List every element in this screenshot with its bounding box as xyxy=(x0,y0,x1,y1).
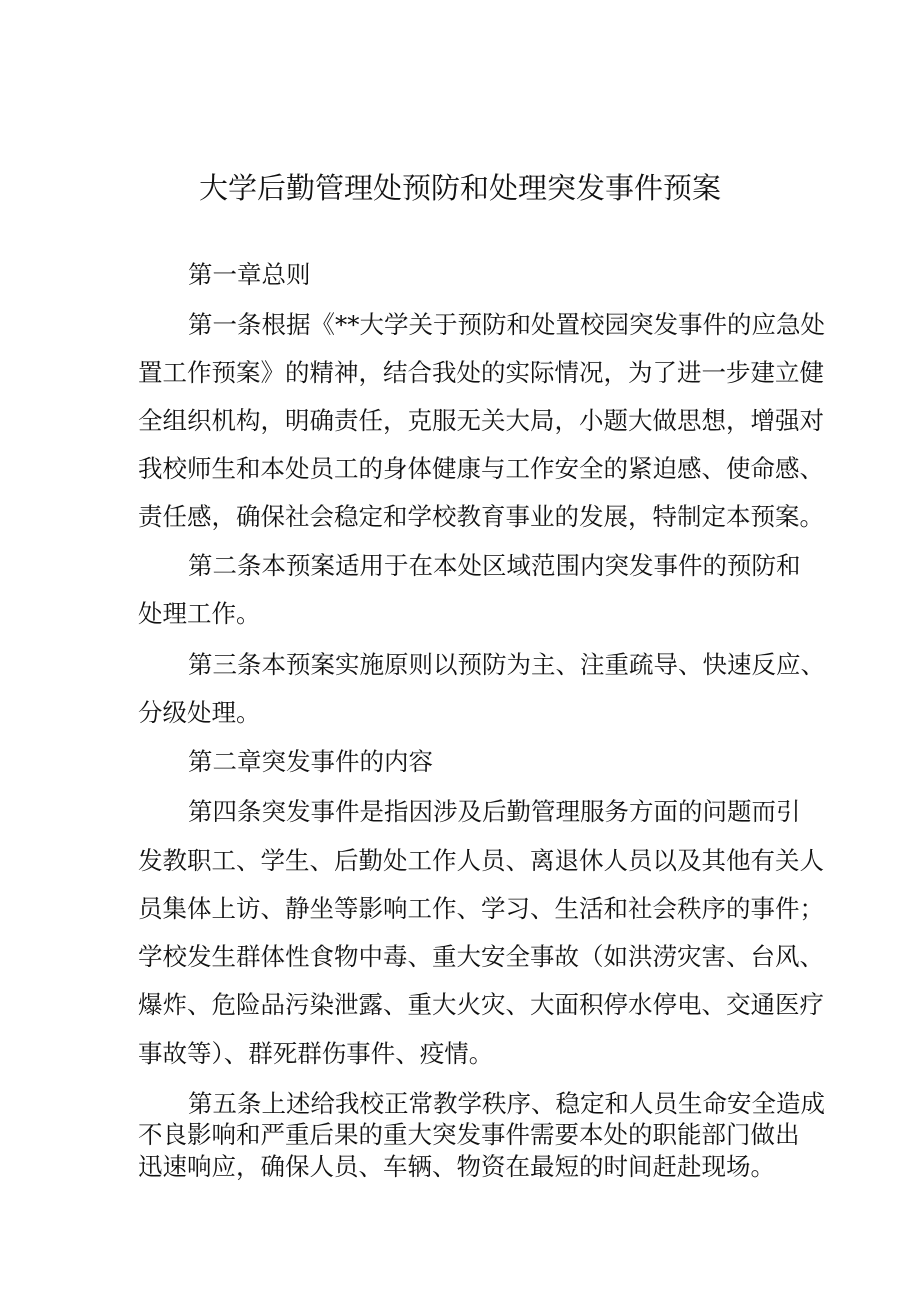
paragraph-line: 我校师生和本处员工的身体健康与工作安全的紧迫感、使命感、 xyxy=(138,454,824,483)
paragraph-line: 责任感，确保社会稳定和学校教育事业的发展，特制定本预案。 xyxy=(138,502,824,531)
paragraph-line: 学校发生群体性食物中毒、重大安全事故（如洪涝灾害、台风、 xyxy=(138,942,824,971)
paragraph-line: 发教职工、学生、后勤处工作人员、离退休人员以及其他有关人 xyxy=(138,846,824,875)
paragraph-line: 事故等）、群死群伤事件、疫情。 xyxy=(138,1039,494,1068)
paragraph-line: 迅速响应，确保人员、车辆、物资在最短的时间赶赴现场。 xyxy=(138,1152,775,1181)
paragraph-line: 处理工作。 xyxy=(138,599,261,628)
paragraph-line: 爆炸、危险品污染泄露、重大火灾、大面积停水停电、交通医疗 xyxy=(138,990,824,1019)
paragraph-line: 第三条本预案实施原则以预防为主、注重疏导、快速反应、 xyxy=(188,650,825,679)
paragraph-line: 全组织机构，明确责任，克服无关大局，小题大做思想，增强对 xyxy=(138,406,824,435)
paragraph-line: 分级处理。 xyxy=(138,698,261,727)
paragraph-line: 员集体上访、静坐等影响工作、学习、生活和社会秩序的事件； xyxy=(138,894,824,923)
paragraph-line: 置工作预案》的精神，结合我处的实际情况，为了进一步建立健 xyxy=(138,358,824,387)
paragraph-line: 第一条根据《**大学关于预防和处置校园突发事件的应急处 xyxy=(188,310,825,339)
chapter-heading-1: 第一章总则 xyxy=(188,260,311,289)
chapter-heading-2: 第二章突发事件的内容 xyxy=(188,747,433,776)
paragraph-line: 第五条上述给我校正常教学秩序、稳定和人员生命安全造成 xyxy=(188,1089,825,1118)
paragraph-line: 第二条本预案适用于在本处区域范围内突发事件的预防和 xyxy=(188,551,801,580)
document-title: 大学后勤管理处预防和处理突发事件预案 xyxy=(198,171,721,205)
paragraph-line: 第四条突发事件是指因涉及后勤管理服务方面的问题而引 xyxy=(188,797,801,826)
paragraph-line: 不良影响和严重后果的重大突发事件需要本处的职能部门做出 xyxy=(138,1120,800,1149)
